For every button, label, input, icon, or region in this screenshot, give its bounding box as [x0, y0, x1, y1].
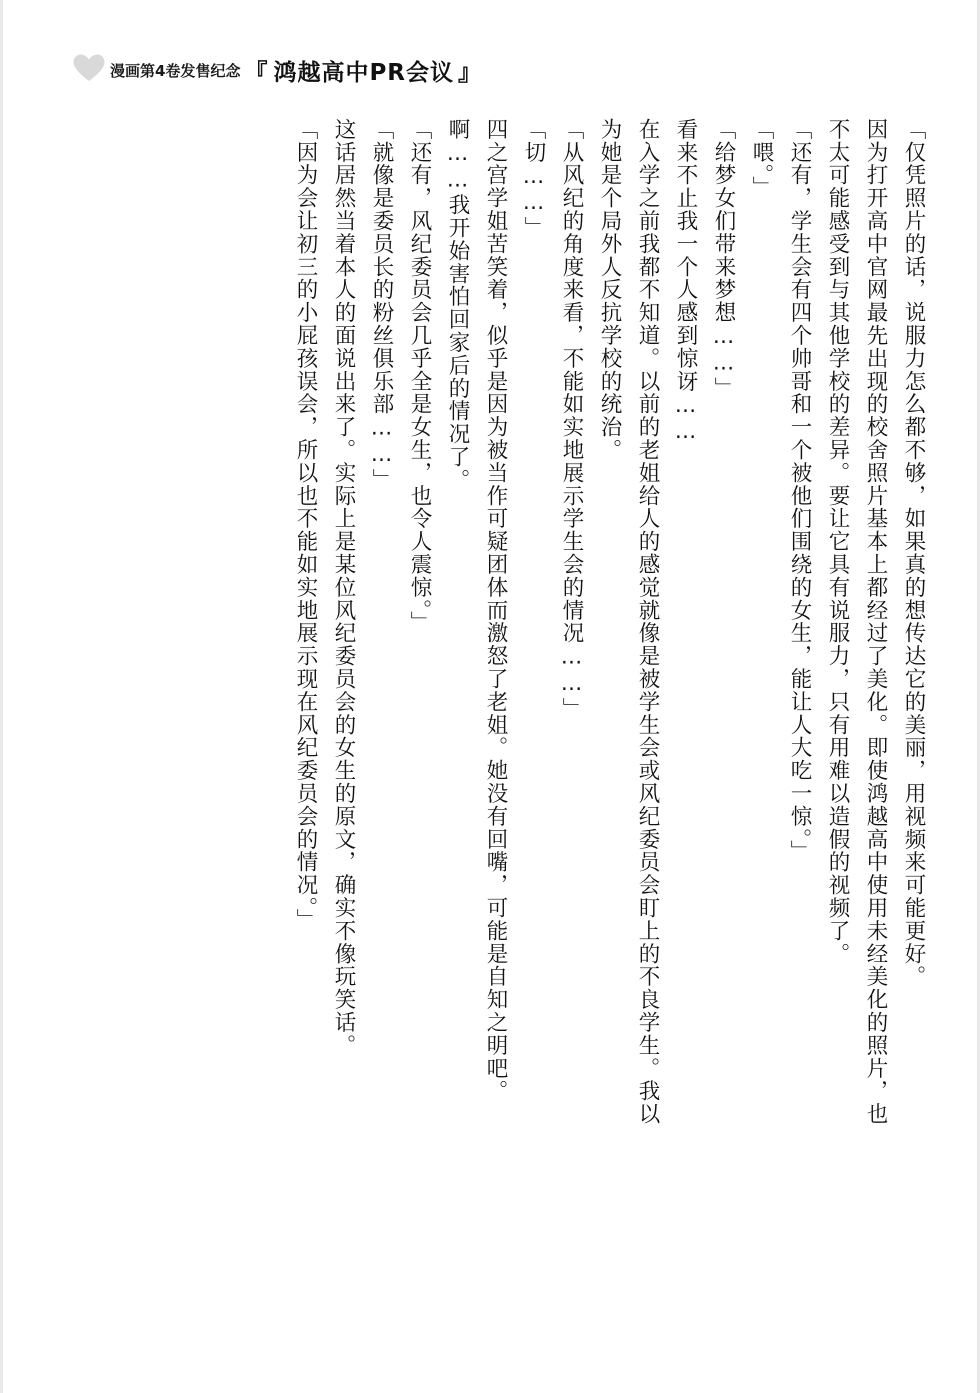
text-column: 四之宫学姐苦笑着，似乎是因为被当作可疑团体而激怒了老姐。她没有回嘴，可能是自知之明吧。	[483, 118, 508, 1103]
text-column: 「还有，学生会有四个帅哥和一个被他们围绕的女生，能让人大吃一惊。」	[787, 118, 812, 863]
text-column: 「还有，风纪委员会几乎全是女生，也令人震惊。」	[407, 118, 432, 634]
text-column: 因为打开高中官网最先出现的校舍照片基本上都经过了美化。即使鸿越高中使用未经美化的照片，也	[863, 118, 888, 1126]
header-subtitle: 漫画第4卷发售纪念	[110, 61, 241, 80]
page-title: 鸿越高中PR会议	[273, 59, 455, 86]
vertical-text-body	[70, 118, 924, 1273]
text-column: 「就像是委员长的粉丝俱乐部……」	[369, 118, 394, 492]
text-column: 为她是个局外人反抗学校的统治。	[597, 118, 622, 462]
header-close-bracket: 』	[458, 59, 482, 86]
text-column: 「给梦女们带来梦想……」	[711, 118, 736, 400]
text-column: 「仅凭照片的话，说服力怎么都不够，如果真的想传达它的美丽，用视频来可能更好。	[901, 118, 926, 989]
text-column: 「切……」	[521, 118, 546, 240]
page-header	[72, 48, 908, 92]
text-column: 「因为会让初三的小屁孩误会，所以也不能如实地展示现在风纪委员会的情况。」	[293, 118, 318, 932]
text-column: 「从风纪的角度来看，不能如实地展示学生会的情况……」	[559, 118, 584, 721]
text-column: 看来不止我一个人感到惊讶……	[673, 118, 698, 446]
text-column: 这话居然当着本人的面说出来了。实际上是某位风纪委员会的女生的原文，确实不像玩笑话。	[331, 118, 356, 1057]
heart-icon	[72, 53, 106, 83]
text-column: 啊……我开始害怕回家后的情况了。	[445, 118, 470, 492]
text-column: 在入学之前我都不知道。以前的老姐给人的感觉就像是被学生会或风纪委员会盯上的不良学生。我以	[635, 118, 660, 1126]
header-open-bracket: 『	[244, 59, 268, 86]
text-column: 不太可能感受到与其他学校的差异。要让它具有说服力，只有用难以造假的视频了。	[825, 118, 850, 966]
text-column: 「喂。」	[749, 118, 774, 199]
